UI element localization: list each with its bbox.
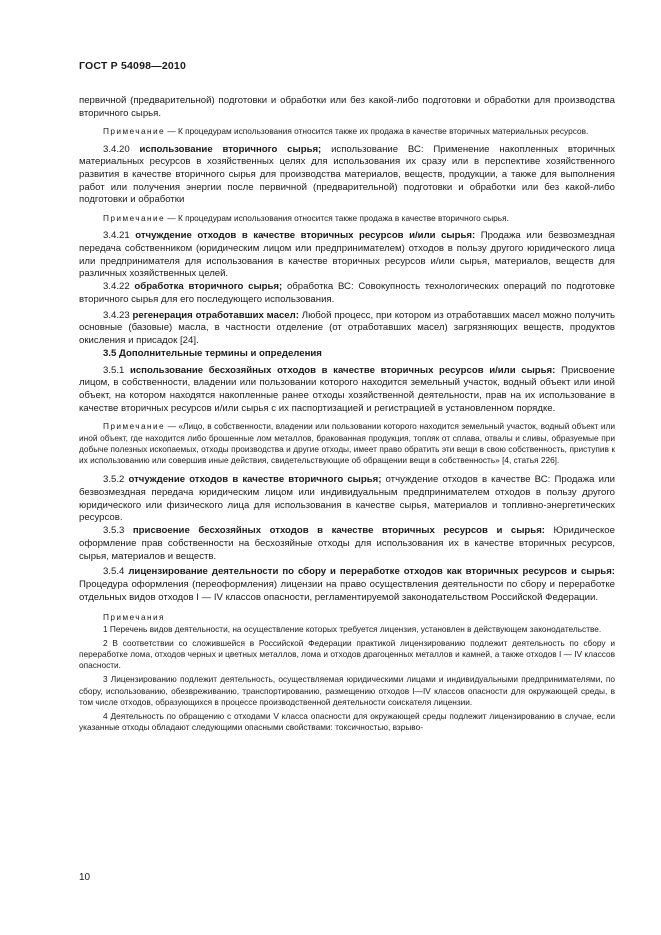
term-definition: Продажа или безвозмездная передача собственником (юридическим лицом или предпринимателем) отходов в пользу другого юридического лица или предпринимателя для использования в качестве вторичных ресурсов и/или сырья, материалов, веществ для различных хозяйственных целей.	[79, 230, 615, 280]
term-definition: Процедура оформления (переоформления) лицензии на право осуществления деятельности по сбору и переработке отдельных видов отходов I — IV классов опасности, регламентируемой законодательством Российской Федерации.	[79, 578, 615, 603]
note-item-4: 4 Деятельность по обращению с отходами V класса опасности для окружающей среды подлежит лицензированию в случае, если указанные отходы обладают следующими опасными свойствами: токсичностью, взрыво-	[79, 710, 615, 733]
page-number: 10	[79, 872, 91, 883]
term-definition: Присвоение лицом, в собственности, владении или пользовании которого находится земельный участок, водный объект или иной объект, на котором находятся накопленные ранее отходы хозяйственной деятельности, прав на их использование в качестве вторичных ресурсов и/или сырья с их паспортизацией и регистрацией в установленном порядке.	[79, 364, 615, 414]
term-number: 3.5.4	[103, 566, 129, 578]
note-1	[79, 126, 615, 137]
term-3-5-2	[79, 474, 615, 525]
term-3-5-1	[79, 365, 615, 416]
term-3-5-3	[79, 525, 615, 563]
term-number: 3.5.2	[103, 474, 129, 486]
note-label: Примечание	[103, 421, 166, 432]
term-definition: отчуждение отходов в качестве ВС: Продажа или безвозмездная передача юридическим лицом или индивидуальным предпринимателем отходов в пользу другого юридического или физического лица для использования в качестве сырья, материалов и топливно-энергетических ресурсов.	[79, 474, 615, 524]
note-2	[79, 213, 615, 224]
term-name: присвоение бесхозяйных отходов в качестве вторичных ресурсов и сырья:	[132, 525, 545, 537]
term-definition: использование ВС: Применение накопленных вторичных материальных ресурсов в хозяйственных целях для использования их сразу или в перспективе хозяйственного развития в качестве вторичного сырья для производства материалов, веществ, продукции, а также для выполнения работ или получения энергии после первичной (предварительной) подготовки и обработки или без какой-либо подготовки и обработки	[79, 143, 616, 206]
term-3-4-21	[79, 230, 615, 281]
term-definition: обработка ВС: Совокупность технологических операций по подготовке вторичного сырья для его последующего использования.	[79, 281, 615, 305]
term-number: 3.4.22	[103, 281, 135, 293]
note-label: Примечание	[103, 126, 166, 137]
note-item-3: 3 Лицензированию подлежит деятельность, осуществляемая юридическими лицами и индивидуальными предпринимателями, по сбору, использованию, обезвреживанию, транспортированию, размещению отходов I—IV классов опасности для окружающей среды, в том числе отходов, образующихся в процессе производственной деятельности соискателя лицензии.	[79, 674, 615, 707]
note-text: — «Лицо, в собственности, владении или пользовании которого находится земельный участок, водный объект или иной объект, где находится либо брошенные лом металлов, бракованная продукция, топляк от сплава, отвалы и сливы, образуемые при добыче полезных ископаемых, отходы производства и другие отходы, имеет право обратить эти вещи в свою собственность, приступив к их использованию или совершив иные действия, свидетельствующие об обращении вещи в собственность» [4, статья 226].	[79, 421, 615, 466]
term-name: отчуждение отходов в качестве вторичных ресурсов и/или сырья:	[135, 230, 476, 242]
term-number: 3.4.21	[103, 230, 136, 242]
note-item-2: 2 В соответствии со сложившейся в Российской Федерации практикой лицензированию подлежит деятельность по сбору и переработке лома, отходов черных и цветных металлов, лома и отходов драгоценных металлов и камней, а также отходов I — IV классов опасности.	[79, 637, 615, 671]
notes-label: Примечания	[103, 612, 165, 623]
term-name: использование бесхозяйных отходов в качестве вторичных ресурсов и/или сырья:	[129, 364, 556, 376]
section-heading-3-5: 3.5 Дополнительные термины и определения	[103, 347, 322, 359]
note-label: Примечание	[103, 213, 166, 224]
paragraph-continuation: первичной (предварительной) подготовки и обработки или без какой-либо подготовки и обработки для производства вторичного сырья.	[79, 95, 615, 119]
term-name: лицензирование деятельности по сбору и переработке отходов как вторичных ресурсов и сырья:	[128, 566, 615, 578]
document-header: ГОСТ Р 54098—2010	[79, 60, 187, 72]
note-3	[79, 421, 615, 466]
term-number: 3.4.20	[103, 143, 140, 155]
term-name: обработка вторичного сырья;	[134, 281, 283, 293]
term-name: отчуждение отходов в качестве вторичного сырья;	[128, 474, 382, 486]
term-name: регенерация отработавших масел:	[132, 309, 299, 321]
document-body	[79, 95, 615, 733]
term-3-4-22	[79, 281, 615, 306]
note-text: — К процедурам использования относится также продажа в качестве вторичного сырья.	[165, 213, 509, 224]
term-number: 3.5.3	[103, 525, 133, 537]
term-3-4-23	[79, 310, 615, 348]
term-name: использование вторичного сырья;	[139, 143, 322, 155]
term-3-5-4	[79, 566, 615, 604]
term-number: 3.5.1	[103, 364, 130, 376]
term-number: 3.4.23	[103, 309, 133, 321]
term-definition: Юридическое оформление прав собственности на бесхозяйные отходы для использования их в качестве вторичных ресурсов, сырья, материалов и веществ.	[79, 525, 615, 562]
note-text: — К процедурам использования относится также их продажа в качестве вторичных материальных ресурсов.	[165, 126, 589, 137]
term-3-4-20	[79, 144, 615, 208]
term-definition: Любой процесс, при котором из отработавших масел можно получить основные (базовые) масла, в частности отделение (от отработавших масел) загрязняющих веществ, продуктов окисления и присадок [24].	[79, 309, 616, 346]
note-item-1: 1 Перечень видов деятельности, на осуществление которых требуется лицензия, установлен в действующем законодательстве.	[103, 623, 602, 634]
